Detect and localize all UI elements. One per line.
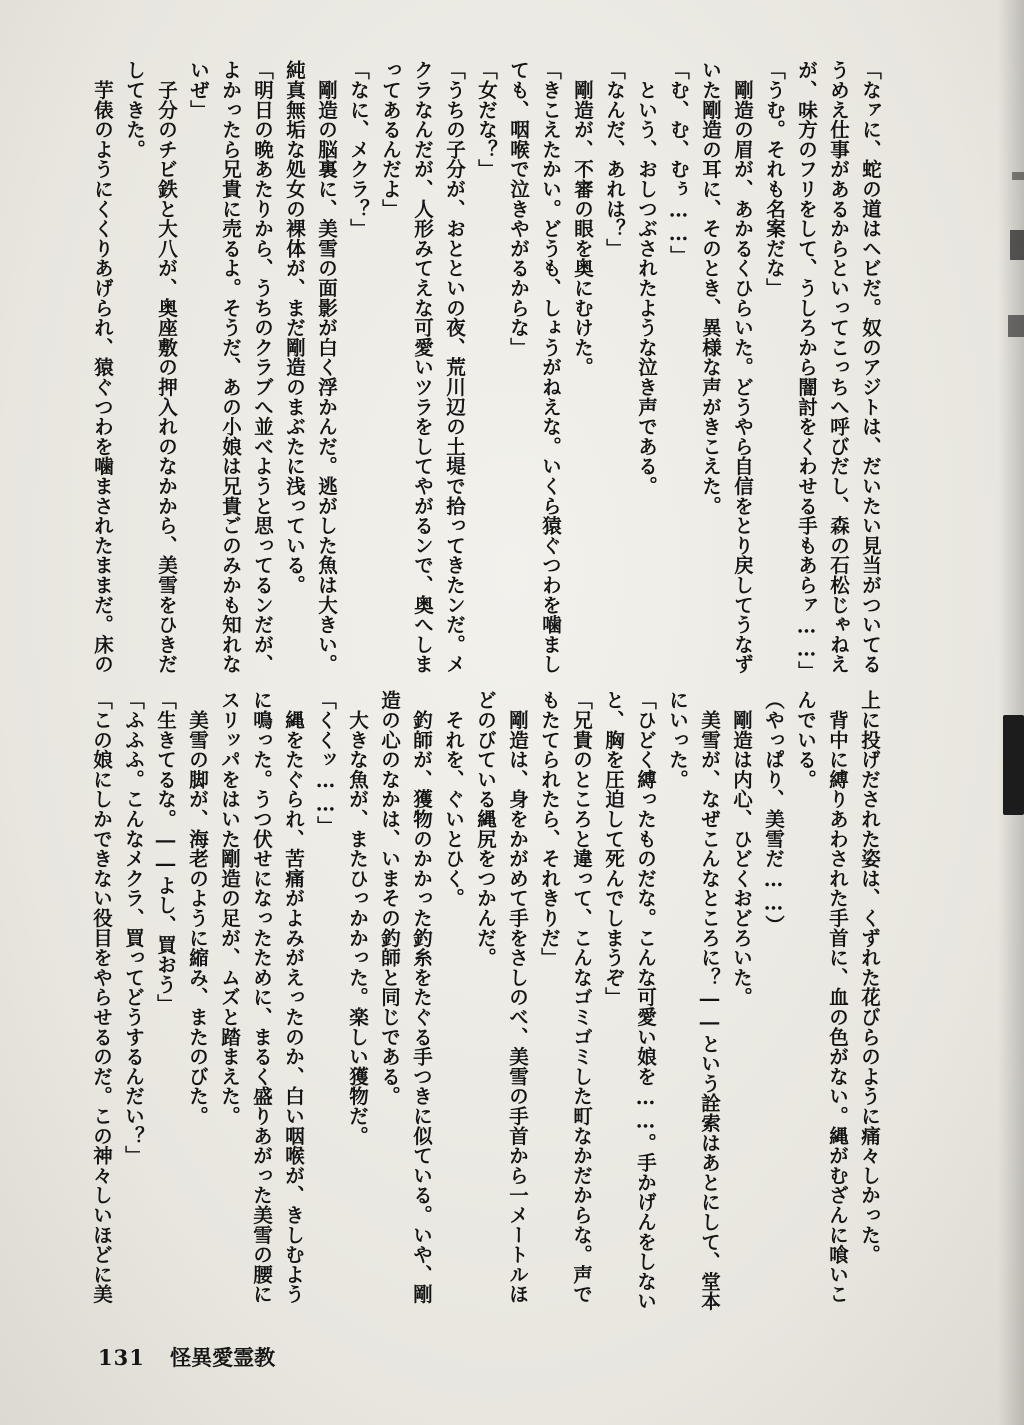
text-column: いぜ」 xyxy=(187,60,210,120)
text-column: 釣師が、獲物のかかった釣糸をたぐる手つきに似ている。いや、剛 xyxy=(410,690,433,1304)
text-column: 美雪の脚が、海老のように縮み、またのびた。 xyxy=(186,690,209,1126)
text-column: してきた。 xyxy=(123,60,146,159)
text-column: よかったら兄貴に売るよ。そうだ、あの小娘は兄貴ごのみかも知れな xyxy=(219,60,242,674)
text-column: という、おしつぶされたような泣き声である。 xyxy=(635,60,658,496)
text-column: 美雪が、なぜこんなところに？――という詮索はあとにして、堂本 xyxy=(698,690,721,1311)
text-column: 「きこえたかい。どうも、しょうがねえな。いくら猿ぐつわを噛まし xyxy=(539,60,562,674)
text-column: それを、ぐいとひく。 xyxy=(442,690,465,908)
text-column: 「なに、メクラ？」 xyxy=(347,60,370,239)
text-column: 「ひどく縛ったものだな。こんな可愛い娘を……。手かげんをしない xyxy=(634,690,657,1311)
text-column: 縄をたぐられ、苦痛がよみがえったのか、白い咽喉が、きしむよう xyxy=(282,690,305,1304)
text-column: 「なァに、蛇の道はヘビだ。奴のアジトは、だいたい見当がついてる xyxy=(859,60,882,674)
text-column: にいった。 xyxy=(666,690,689,789)
text-column: 剛造は、身をかがめて手をさしのべ、美雪の手首から一メートルほ xyxy=(506,690,529,1304)
bleed-through-mark xyxy=(1003,715,1024,815)
text-column: どのびている縄尻をつかんだ。 xyxy=(474,690,497,968)
text-column: 「うむ。それも名案だな」 xyxy=(763,60,786,298)
text-column: もたてられたら、それきりだ」 xyxy=(538,690,561,968)
text-column: 「うちの子分が、おとといの夜、荒川辺の土堤で拾ってきたンだ。メ xyxy=(443,60,466,674)
text-column: 背中に縛りあわされた手首に、血の色がない。縄がむざんに喰いこ xyxy=(826,690,849,1304)
scan-edge-shadow xyxy=(998,0,1024,1425)
text-column: 「女だな？」 xyxy=(475,60,498,179)
text-column: 「ふふふ。こんなメクラ、買ってどうするんだい？」 xyxy=(122,690,145,1166)
text-column: 造の心のなかは、いまその釣師と同じである。 xyxy=(378,690,401,1106)
text-column: クラなんだが、人形みてえな可愛いツラをしてやがるンで、奥へしま xyxy=(411,60,434,674)
bleed-through-mark xyxy=(1012,172,1024,180)
text-column: が、味方のフリをして、うしろから闇討をくわせる手もあらァ……」 xyxy=(795,60,818,681)
text-column: 「兄貴のところと違って、こんなゴミゴミした町なかだからな。声で xyxy=(570,690,593,1304)
text-column: （やっぱり、美雪だ……） xyxy=(762,690,785,935)
text-column: うめえ仕事があるからといってこっちへ呼びだし、森の石松じゃねえ xyxy=(827,60,850,674)
text-column: スリッパをはいた剛造の足が、ムズと踏まえた。 xyxy=(218,690,241,1126)
text-column: 剛造の眉が、あかるくひらいた。どうやら自信をとり戻してうなず xyxy=(731,60,754,674)
text-column: 剛造は内心、ひどくおどろいた。 xyxy=(730,690,753,1007)
text-column: 「この娘にしかできない役目をやらせるのだ。この神々しいほどに美 xyxy=(90,690,113,1304)
text-column: 「くくッ……」 xyxy=(314,690,337,836)
text-column: 純真無垢な処女の裸体が、まだ剛造のまぶたに浅っている。 xyxy=(283,60,306,595)
text-column: に鳴った。うつ伏せになったために、まるく盛りあがった美雪の腰に xyxy=(250,690,273,1304)
text-column: 剛造が、不審の眼を奥にむけた。 xyxy=(571,60,594,377)
bleed-through-mark xyxy=(1010,230,1024,260)
running-title: 怪異愛霊教 xyxy=(170,1345,276,1370)
page-footer xyxy=(98,1342,275,1372)
text-column: ってあるんだよ」 xyxy=(379,60,402,219)
text-column: 「生きてるな。――よし、買おう」 xyxy=(154,690,177,1014)
lower-text-block xyxy=(85,690,885,1322)
text-column: んでいる。 xyxy=(794,690,817,789)
text-column: 剛造の脳裏に、美雪の面影が白く浮かんだ。逃がした魚は大きい。 xyxy=(315,60,338,674)
bleed-through-mark xyxy=(1008,315,1024,337)
text-column: 芋俵のようにくくりあげられ、猿ぐつわを噛まされたままだ。床の xyxy=(91,60,114,674)
page-number: 131 xyxy=(98,1345,145,1370)
text-column: 「なんだ、あれは？」 xyxy=(603,60,626,258)
text-column: ても、咽喉で泣きやがるからな」 xyxy=(507,60,530,357)
text-column: 子分のチビ鉄と大八が、奥座敷の押入れのなかから、美雪をひきだ xyxy=(155,60,178,674)
text-column: 上に投げだされた姿は、くずれた花びらのように痛々しかった。 xyxy=(858,690,881,1265)
text-column: 大きな魚が、またひっかかった。楽しい獲物だ。 xyxy=(346,690,369,1146)
upper-text-block xyxy=(86,60,886,690)
text-column: いた剛造の耳に、そのとき、異様な声がきこえた。 xyxy=(699,60,722,516)
text-column: 「明日の晩あたりから、うちのクラブへ並べようと思ってるンだが、 xyxy=(251,60,274,674)
text-column: と、胸を圧迫して死んでしまうぞ」 xyxy=(602,690,625,1007)
text-column: 「む、む、むぅ……」 xyxy=(667,60,690,265)
